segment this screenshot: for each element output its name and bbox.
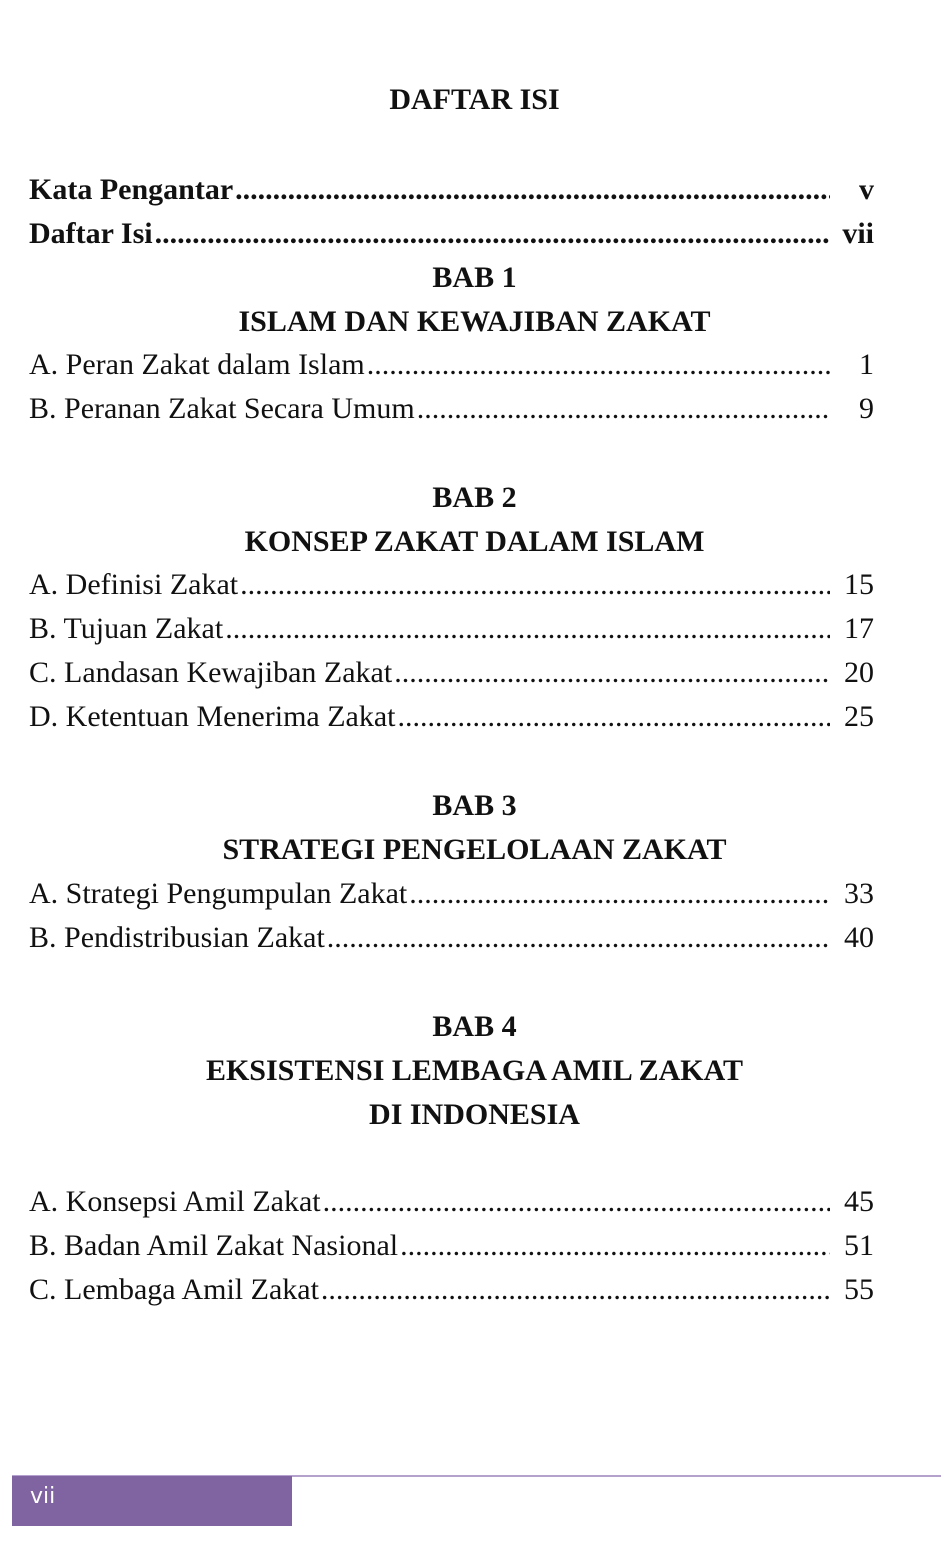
toc-entry-page: 25 [844,700,874,733]
toc-entry [29,565,874,605]
chapter-title: STRATEGI PENGELOLAAN ZAKAT [222,833,727,866]
toc-entry [29,653,874,693]
toc-entry [29,345,874,385]
toc-entry-page: v [859,173,874,206]
toc-entry-page: 33 [844,877,874,910]
toc-entry-page: 9 [859,392,874,425]
toc-entry-label: A. Konsepsi Amil Zakat [29,1185,321,1218]
toc-entry [29,1226,874,1266]
toc-entry-label: Daftar Isi [29,217,153,250]
dot-leader [394,653,830,693]
dot-leader [321,1270,830,1310]
chapter-number: BAB 2 [432,481,517,514]
toc-entry-label: C. Landasan Kewajiban Zakat [29,656,393,689]
toc-entry-page: 55 [844,1273,874,1306]
dot-leader [155,214,830,254]
toc-entry-label: A. Strategi Pengumpulan Zakat [29,877,408,910]
dot-leader [417,389,830,429]
toc-entry-page: 51 [844,1229,874,1262]
toc-entry-page: 15 [844,568,874,601]
toc-entry-label: D. Ketentuan Menerima Zakat [29,700,396,733]
toc-entry-label: B. Pendistribusian Zakat [29,921,325,954]
toc-entry [29,918,874,958]
dot-leader [323,1182,830,1222]
chapter-number: BAB 4 [432,1010,517,1043]
dot-leader [240,565,830,605]
toc-entry-page: 17 [844,612,874,645]
toc-entry-label: B. Tujuan Zakat [29,612,224,645]
toc-entry-label: B. Peranan Zakat Secara Umum [29,392,415,425]
toc-entry-page: vii [842,217,874,250]
toc-entry-label: A. Definisi Zakat [29,568,239,601]
page-title: DAFTAR ISI [389,83,560,116]
toc-entry [29,609,874,649]
dot-leader [225,609,830,649]
dot-leader [409,874,830,914]
toc-entry [29,697,874,737]
chapter-title: DI INDONESIA [369,1098,580,1131]
dot-leader [400,1226,830,1266]
toc-entry-label: A. Peran Zakat dalam Islam [29,348,365,381]
footer-page-number: vii [30,1484,56,1509]
toc-entry-page: 1 [859,348,874,381]
dot-leader [235,170,830,210]
chapter-title: ISLAM DAN KEWAJIBAN ZAKAT [238,305,711,338]
toc-entry [29,1270,874,1310]
dot-leader [367,345,830,385]
toc-entry-label: Kata Pengantar [29,173,234,206]
chapter-number: BAB 3 [432,789,517,822]
toc-entry [29,874,874,914]
dot-leader [327,918,830,958]
toc-entry [29,170,874,210]
dot-leader [398,697,830,737]
chapter-number: BAB 1 [432,261,517,294]
chapter-title: EKSISTENSI LEMBAGA AMIL ZAKAT [205,1054,744,1087]
toc-entry-page: 40 [844,921,874,954]
toc-entry [29,389,874,429]
toc-entry [29,1182,874,1222]
toc-entry [29,214,874,254]
toc-entry-label: C. Lembaga Amil Zakat [29,1273,319,1306]
toc-entry-page: 45 [844,1185,874,1218]
toc-entry-label: B. Badan Amil Zakat Nasional [29,1229,399,1262]
toc-entry-page: 20 [844,656,874,689]
chapter-title: KONSEP ZAKAT DALAM ISLAM [244,525,705,558]
